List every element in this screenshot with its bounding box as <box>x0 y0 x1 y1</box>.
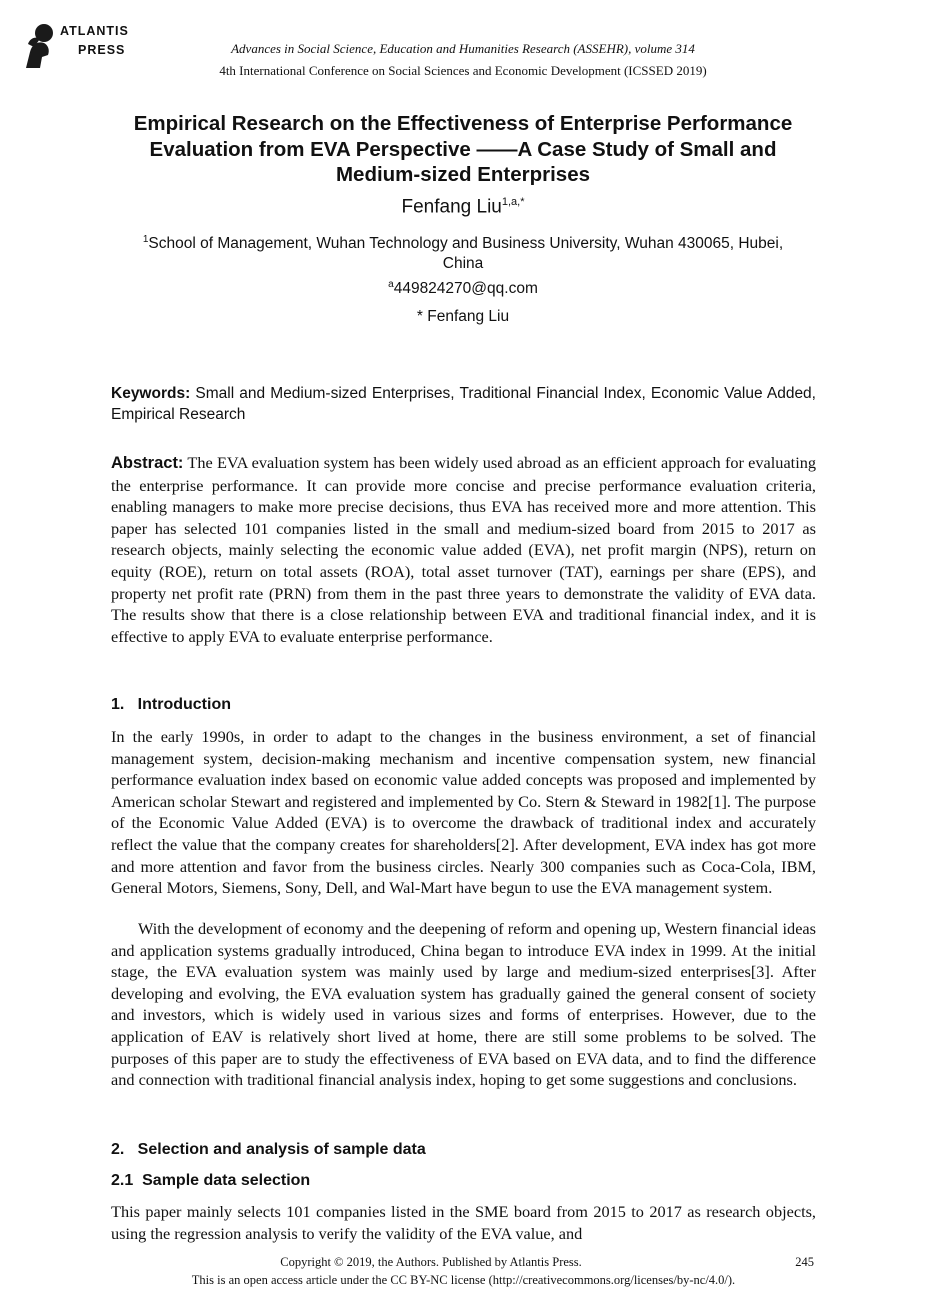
section-2-1-heading: 2.1 Sample data selection <box>111 1172 311 1189</box>
affiliation <box>110 230 816 274</box>
author <box>110 196 816 218</box>
introduction-paragraph-1: In the early 1990s, in order to adapt to the changes in the business environment, a set of financial management system, decision-making mechanism and incentive compensation system, new financial performance evaluation index based on economic value added concepts was proposed and implemented by American scholar Stewart and registered and implemented by Co. Stern & Steward in 1982[1]. The purpose of the Economic Value Added (EVA) is to overcome the drawback of traditional index and accurately reflect the value that the company creates for shareholders[2]. After development, EVA index has got more and more attention and favor from the business circles. Nearly 300 companies such as Coca-Cola, IBM, General Motors, Siemens, Sony, Dell, and Wal-Mart have begun to use the EVA management system. <box>111 727 816 898</box>
license-text: This is an open access article under the CC BY-NC license (http://creativecommons.org/licenses/by-nc/4.0/). <box>191 1273 736 1287</box>
logo-line-1: ATLANTIS <box>60 24 129 38</box>
title-line-2: Evaluation from EVA Perspective ——A Case Study of Small and <box>149 137 777 161</box>
abstract <box>111 452 816 647</box>
affiliation-line-1: School of Management, Wuhan Technology and Business University, Wuhan 430065, Hubei, <box>148 235 784 253</box>
title-line-1: Empirical Research on the Effectiveness of Enterprise Performance <box>133 112 793 135</box>
abstract-text: The EVA evaluation system has been widely used abroad as an efficient approach for evaluating the enterprise performance. It can provide more concise and precise performance evaluation criteria, enabling managers to make more precise decisions, thus EVA has received more and more attention. This paper has selected 101 companies listed in the small and medium-sized board from 2015 to 2017 as research objects, mainly selecting the economic value added (EVA), net profit margin (NPS), return on equity (ROE), return on total assets (ROA), total asset turnover (TAT), earnings per share (EPS), and property net profit rate (PRN) from them in the past three years to demonstrate the validity of EVA data. The results show that there is a close relationship between EVA and traditional financial index, and it is effective to apply EVA to evaluate enterprise performance. <box>111 453 816 646</box>
introduction-paragraph-2: With the development of economy and the deepening of reform and opening up, Western financial ideas and application systems gradually introduced, China began to introduce EVA index in 1999. At the initial stage, the EVA evaluation system was mainly used by large and medium-sized enterprises[3]. After developing and evolving, the EVA evaluation system has gradually gained the general consent of society and investors, which is widely used in various sizes and forms of enterprises. However, due to the application of EAV is relatively short lived at home, there are still some problems to be solved. The purposes of this paper are to study the effectiveness of EVA based on EVA data, and to find the difference and connection with traditional financial analysis index, hoping to get some suggestions and conclusions. <box>111 919 816 1090</box>
abstract-label: Abstract: <box>111 454 184 472</box>
section-2-heading: 2. Selection and analysis of sample data <box>111 1141 426 1158</box>
atlas-figure-icon <box>20 22 60 70</box>
atlantis-press-logo <box>20 20 140 72</box>
copyright-text: Copyright © 2019, the Authors. Published by Atlantis Press. <box>280 1255 582 1269</box>
affiliation-superscript: 1 <box>142 234 149 245</box>
title-line-3: Medium-sized Enterprises <box>335 163 591 186</box>
section-1-heading: 1. Introduction <box>111 696 231 713</box>
email-superscript: a <box>388 279 394 290</box>
author-name: Fenfang Liu <box>401 196 502 218</box>
email-text: 449824270@qq.com <box>393 280 538 298</box>
conference-header: 4th International Conference on Social Sciences and Economic Development (ICSSED 2019) <box>219 63 707 78</box>
author-superscript: 1,a,* <box>501 196 525 208</box>
keywords-text: Small and Medium-sized Enterprises, Traditional Financial Index, Economic Value Added, Empirical Research <box>111 385 816 423</box>
paper-title <box>80 111 846 188</box>
affiliation-line-2: China <box>442 255 484 273</box>
page-number: 245 <box>795 1255 814 1269</box>
keywords-label: Keywords: <box>111 385 191 402</box>
corresponding-author: * Fenfang Liu <box>416 308 510 325</box>
keywords <box>111 384 816 425</box>
sample-selection-paragraph: This paper mainly selects 101 companies listed in the SME board from 2015 to 2017 as research objects, using the regression analysis to verify the validity of the EVA value, and <box>111 1202 816 1243</box>
author-email <box>110 279 816 298</box>
logo-line-2: PRESS <box>78 43 126 57</box>
journal-header: Advances in Social Science, Education and Humanities Research (ASSEHR), volume 314 <box>231 41 695 56</box>
